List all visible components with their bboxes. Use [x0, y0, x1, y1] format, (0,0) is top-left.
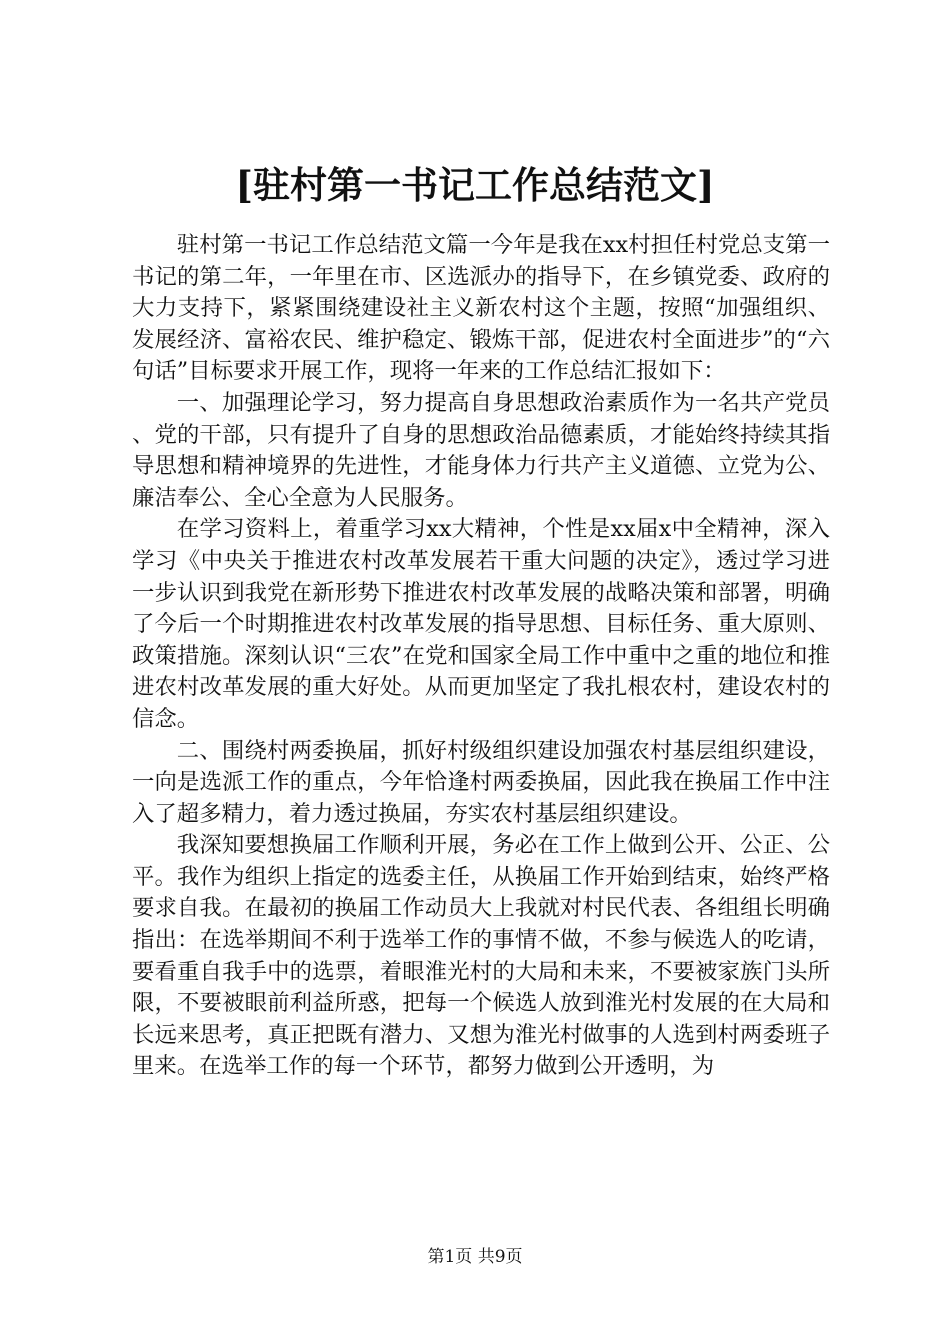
document-title: [驻村第一书记工作总结范文]	[235, 163, 715, 207]
page-number-footer: 第1页 共9页	[427, 1247, 523, 1267]
paragraph-study-content: 在学习资料上，着重学习xx大精神，个性是xx届x中全精神，深入学习《中央关于推进农村改革发展若干重大问题的决定》，透过学习进一步认识到我党在新形势下推进农村改革发展的战略决策和部署，明确了今后一个时期推进农村改革发展的指导思想、目标任务、重大原则、政策措施。深刻认识“三农”在党和国家全局工作中重中之重的地位和推进农村改革发展的重大好处。从而更加坚定了我扎根农村，建设农村的信念。	[132, 516, 830, 732]
paragraph-election-work: 我深知要想换届工作顺利开展，务必在工作上做到公开、公正、公平。我作为组织上指定的选委主任，从换届工作开始到结束，始终严格要求自我。在最初的换届工作动员大上我就对村民代表、各组组长明确指出：在选举期间不利于选举工作的事情不做，不参与候选人的吃请，要看重自我手中的选票，着眼淮光村的大局和未来，不要被家族门头所限，不要被眼前利益所惑，把每一个候选人放到淮光村发展的在大局和长远来思考，真正把既有潜力、又想为淮光村做事的人选到村两委班子里来。在选举工作的每一个环节，都努力做到公开透明，为	[132, 832, 830, 1080]
paragraph-intro: 驻村第一书记工作总结范文篇一今年是我在xx村担任村党总支第一书记的第二年，一年里在市、区选派办的指导下，在乡镇党委、政府的大力支持下，紧紧围绕建设社主义新农村这个主题，按照“加强组织、发展经济、富裕农民、维护稳定、锻炼干部，促进农村全面进步”的“六句话”目标要求开展工作，现将一年来的工作总结汇报如下：	[132, 232, 830, 385]
document-body	[132, 230, 830, 1083]
paragraph-section-2: 二、围绕村两委换届，抓好村级组织建设加强农村基层组织建设，一向是选派工作的重点，今年恰逢村两委换届，因此我在换届工作中注入了超多精力，着力透过换届，夯实农村基层组织建设。	[132, 737, 830, 827]
paragraph-section-1: 一、加强理论学习，努力提高自身思想政治素质作为一名共产党员、党的干部，只有提升了自身的思想政治品德素质，才能始终持续其指导思想和精神境界的先进性，才能身体力行共产主义道德、立党为公、廉洁奉公、全心全意为人民服务。	[132, 389, 830, 511]
